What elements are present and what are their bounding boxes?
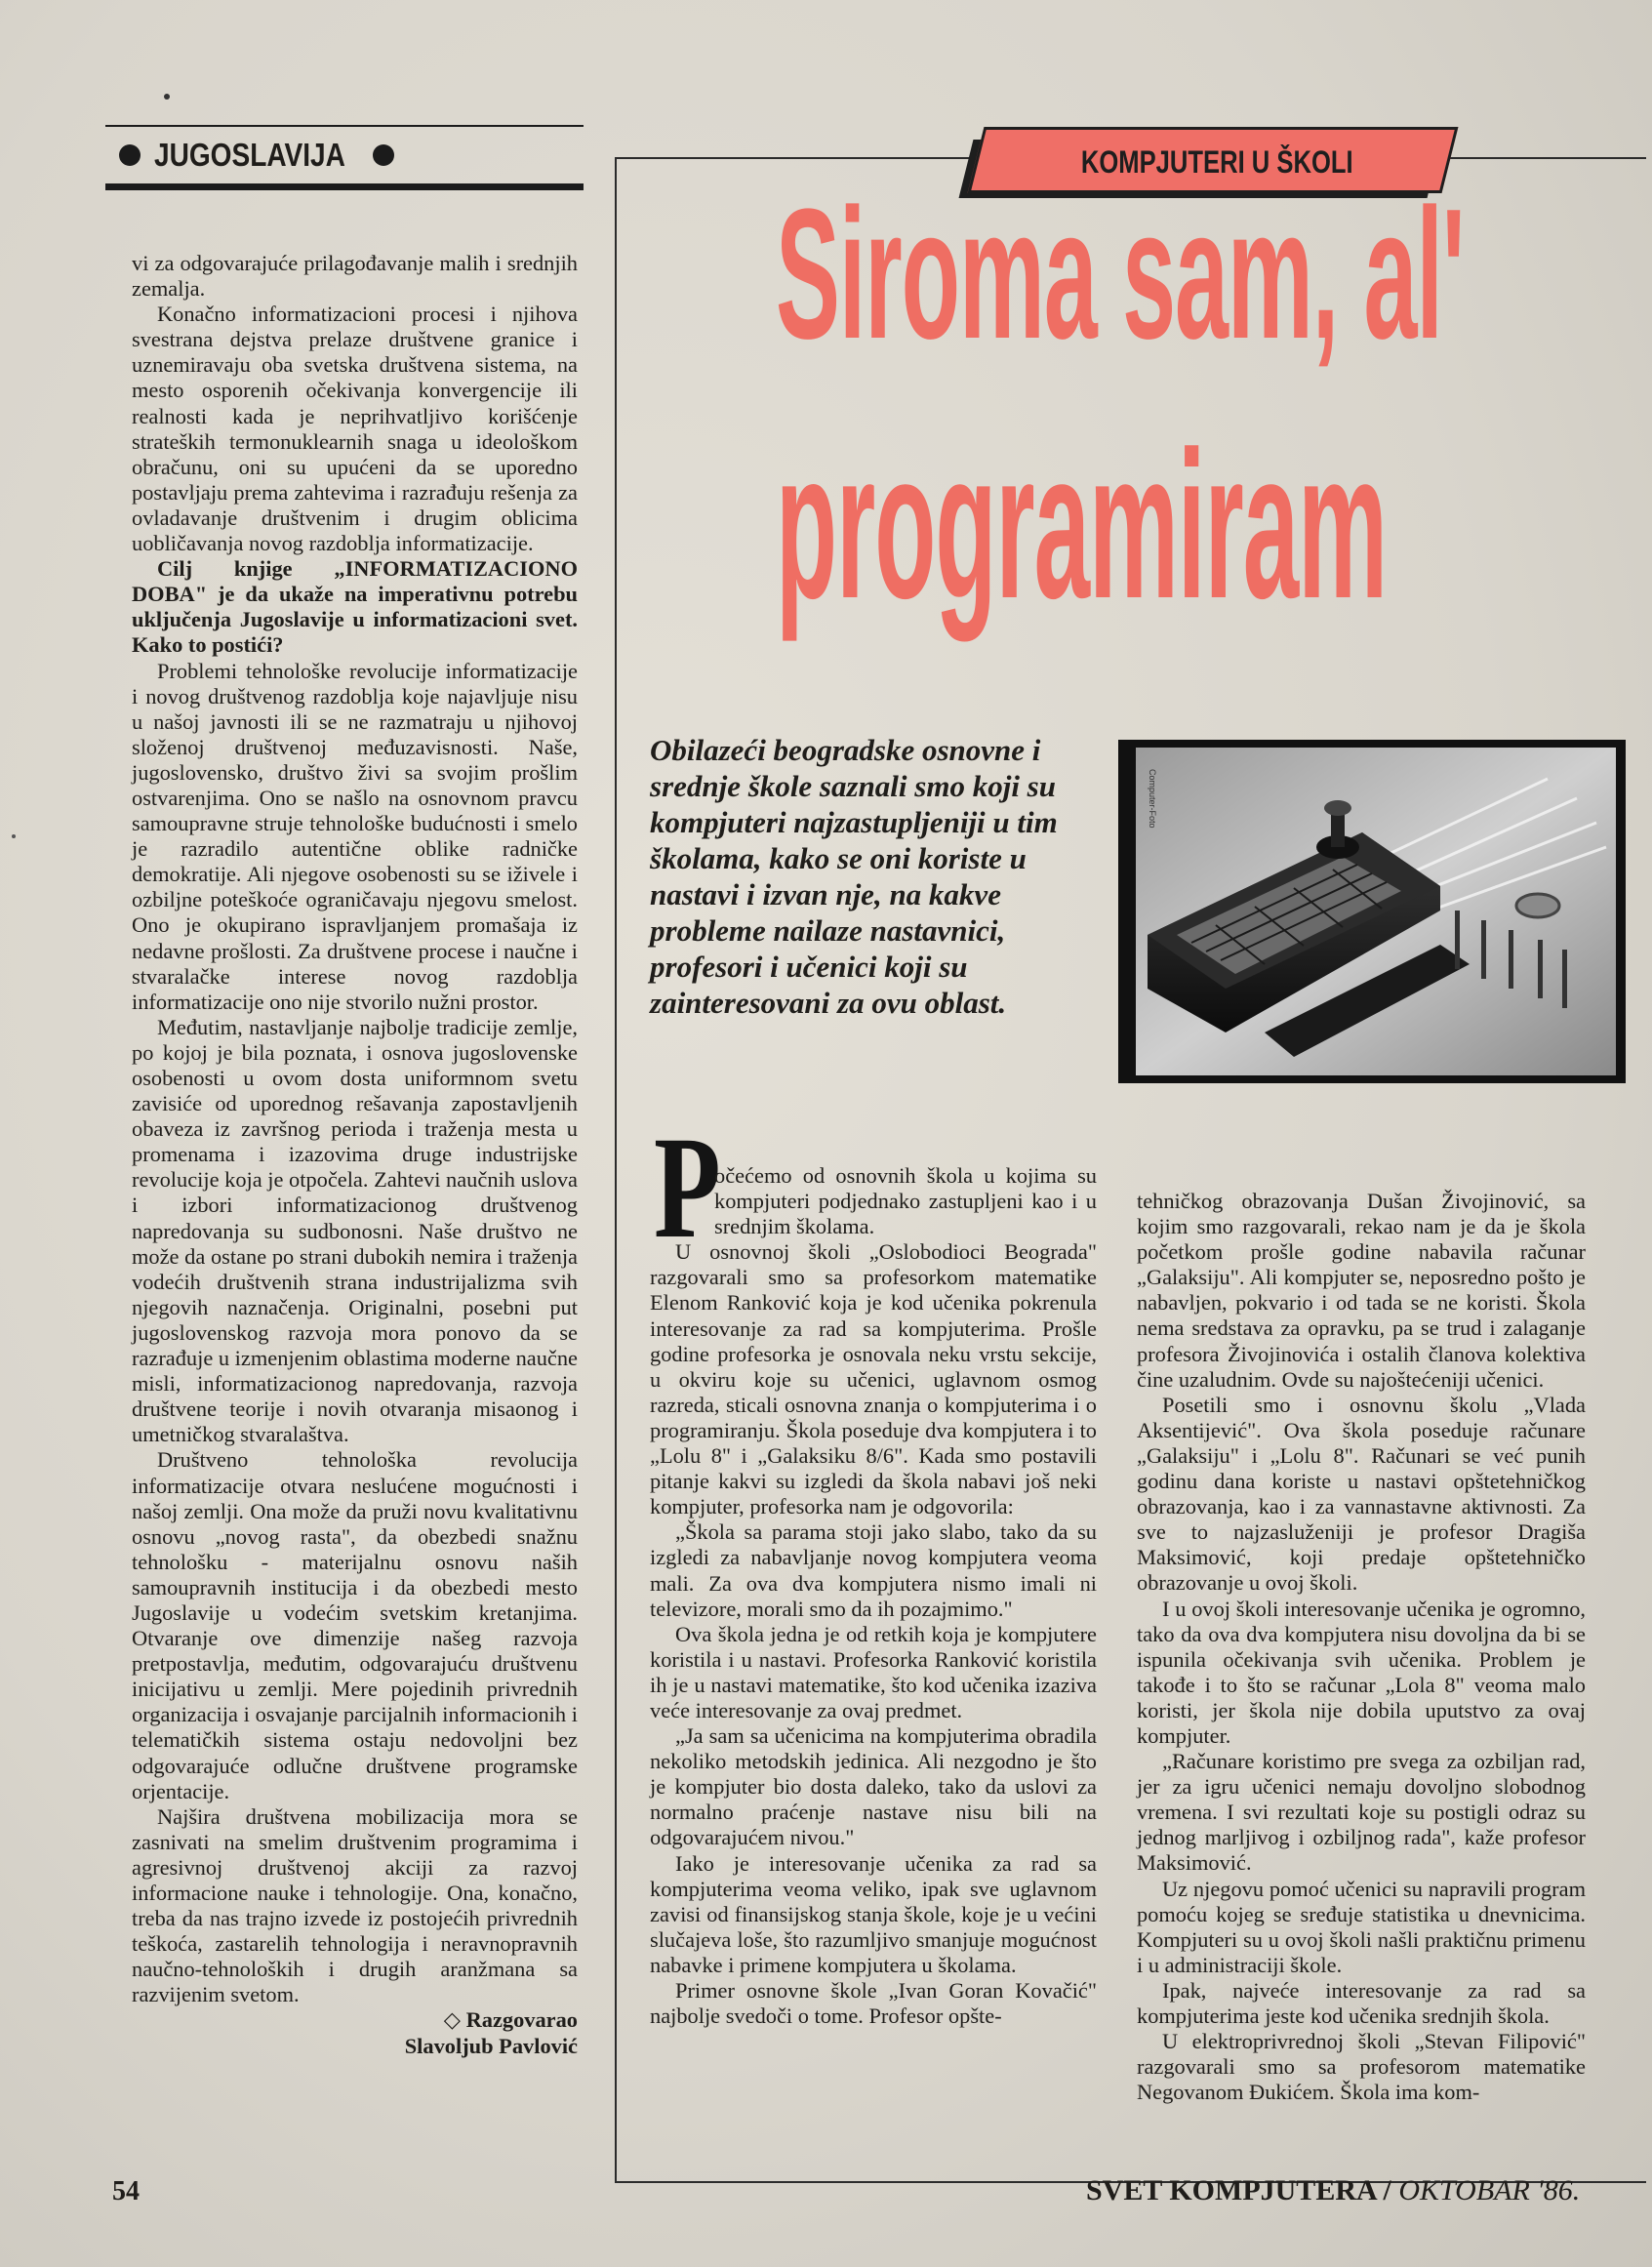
section-label: JUGOSLAVIJA: [154, 137, 345, 173]
article-column-1: [650, 1163, 1097, 2029]
paragraph: Društveno tehnološka revolucija informatizacije otvara neslućene mogućnosti i našoj zemlji. Ona može da pruži novu kvalitativnu osnovu „novog rasta", da obezbedi snažnu tehnološku - materijalnu osnovu naših samoupravnih institucija i da obezbedi mesto Jugoslavije u vodećim svetskim kretanjima. Otvaranje ove dimenzije našeg razvoja pretpostavlja, međutim, odgovarajuću društvenu inicijativu u zemlji. Mere pojedinih privrednih organizacija i osvajanje parcijalnih informacionih i telematičkih sistema ostaju nedovoljni bez odgovarajuće odlučne društvene programske orjentacije.: [132, 1447, 578, 1803]
paragraph: Problemi tehnološke revolucije informatizacije i novog društvenog razdoblja koje najavljuje nisu u našoj javnosti ili se ne razmatraju u njihovoj složenoj društvenoj međuzavisnosti. Naše, jugoslovensko, društvo živi sa svojim prošlim ostvarenjima. Ono se našlo na osnovnom pravcu samoupravne struje tehnološke budućnosti i smelo je razradilo autentične oblike radničke demokratije. Ali njegove osobenosti su se iživele i ozbiljne poteškoće ograničavaju njegovu smelost. Ono je okupirano ispravljanjem promašaja iz nedavne prošlosti. Za društvene procese i naučne i stvaralačke interese novog razdoblja informatizacije ono nije stvorilo nužni prostor.: [132, 658, 578, 1014]
author-name: Slavoljub Pavlović: [404, 2033, 578, 2058]
paragraph: Primer osnovne škole „Ivan Goran Kovačić" najbolje svedoči o tome. Profesor opšte-: [650, 1978, 1097, 2029]
page-number: 54: [112, 2176, 140, 2206]
paragraph: Konačno informatizacioni procesi i njihova svestrana dejstva prelaze društvene granice i uznemiravaju oba svetska društvena sistema, na mesto osporenih očekivanja konvergencije ili realnosti kada je neprihvatljivo korišćenje strateških termonuklearnih snaga u ideološkom obračunu, oni su upućeni da se uporedno postavljaju prema zahtevima i razrađuju rešenja za ovladavanje društvenim i drugim oblicima uobličavanja novog razdoblja informatizacije.: [132, 302, 578, 556]
lead-paragraph: [650, 732, 1108, 1021]
article-column-2: [1137, 1189, 1586, 2105]
computer-illustration: [1118, 740, 1626, 1083]
paragraph: I u ovoj školi interesovanje učenika je ogromno, tako da ova dva kompjutera nisu dovoljna da bi se ispunila očekivanja svih učenika. Problem je takođe i to što se računar „Lola 8" veoma malo koristi, jer škola nije dobila uputstvo za ovaj kompjuter.: [1137, 1596, 1586, 1748]
paragraph: Uz njegovu pomoć učenici su napravili program pomoću kojeg se sređuje statistika u dnevnicima. Kompjuteri su u ovoj školi našli praktičnu primenu i u administraciji škole.: [1137, 1876, 1586, 1977]
bullet-icon: [119, 144, 141, 166]
paragraph: Ova škola jedna je od retkih koja je kompjutere koristila i u nastavi. Profesorka Ranković koristila ih je u nastavi matematike, što kod učenika izaziva veće interesovanje za ovaj predmet.: [650, 1621, 1097, 1722]
paragraph: „Računare koristimo pre svega za ozbiljan rad, jer za igru učenici nemaju dovoljno slobodnog vremena. I svi rezultati koje su postigli odraz su jednog marljivog i ozbiljnog rada", kaže profesor Maksimović.: [1137, 1749, 1586, 1876]
section-header: [105, 125, 584, 190]
paragraph: Iako je interesovanje učenika za rad sa kompjuterima veoma veliko, ipak sve uglavnom zavisi od finansijskog stanja škole, koje je u većini slučajeva loše, što razumljivo smanjuje mogućnost nabavke i primene kompjutera u školama.: [650, 1850, 1097, 1977]
paragraph: Posetili smo i osnovnu školu „Vlada Aksentijević". Ova škola poseduje računare „Galaksiju" i „Lolu 8". Računari se već punih godinu dana koriste u nastavi opštetehničkog obrazovanja, kao i za vannastavne aktivnosti. Za sve to najzasluženiji je profesor Dragiša Maksimović, koji predaje opštetehničko obrazovanje u ovoj školi.: [1137, 1392, 1586, 1596]
paragraph: očećemo od osnovnih škola u kojima su kompjuteri podjednako zastupljeni kao i u srednjim školama.: [714, 1163, 1097, 1239]
signoff-line: ◇ Razgovarao: [443, 2007, 578, 2033]
paragraph: „Škola sa parama stoji jako slabo, tako da su izgledi za nabavljanje novog kompjutera veoma mali. Za ova dva kompjutera nismo imali ni televizore, morali smo da ih pozajmimo.": [650, 1519, 1097, 1621]
paragraph-bold: Cilj knjige „INFORMATIZACIONO DOBA" je da ukaže na imperativnu potrebu uključenja Jugoslavije u informatizacioni svet. Kako to postići?: [132, 556, 578, 658]
decorative-dot: [12, 834, 16, 838]
paragraph: Ipak, najveće interesovanje za rad sa kompjuterima jeste kod učenika srednjih škola.: [1137, 1977, 1586, 2028]
magazine-name: SVET KOMPJUTERA /: [1086, 2174, 1391, 2206]
paragraph: Najšira društvena mobilizacija mora se zasnivati na smelim društvenim programima i agresivnoj društvenoj akciji za razvoj informacione nauke i tehnologije. Ona, konačno, treba da nas trajno izvede iz postojećih privrednih teškoća, zastarelih tehnologija i neravnopravnih naučno-tehnoloških i drugih aranžmana sa razvijenim svetom.: [132, 1803, 578, 2007]
photo-credit: Computer-Foto: [1148, 769, 1157, 829]
computer-photo: [1118, 740, 1626, 1083]
paragraph: U osnovnoj školi „Oslobodioci Beograda" razgovarali smo sa profesorkom matematike Elenom Ranković koja je kod učenika pokrenula interesovanje za rad sa kompjuterima. Prošle godine profesorka je osnovala neku vrstu sekcije, u okviru koje su učenici, uglavnom osmog razreda, sticali osnovna znanja o kompjuterima i o programiranju. Škola poseduje dva kompjutera i to „Lolu 8" i „Galaksiku 8/6". Kada smo postavili pitanje kakvi su izgledi da škola nabavi još neki kompjuter, profesorka nam je odgovorila:: [650, 1239, 1097, 1519]
kicker-text: KOMPJUTERI U ŠKOLI: [1080, 143, 1353, 180]
paragraph: „Ja sam sa učenicima na kompjuterima obradila nekoliko metodskih jedinica. Ali nezgodno je što je kompjuter bio dosta daleko, tako da uslovi za normalno praćenje nastave nisu bili na odgovarajućem nivou.": [650, 1723, 1097, 1850]
decorative-dot: [164, 94, 170, 100]
paragraph: Međutim, nastavljanje najbolje tradicije zemlje, po kojoj je bila poznata, i osnova jugoslovenske osobenosti u ovom dosta uniformnom svetu zavisiće od uporednog rešavanja zapostavljenih obaveza iz završnog perioda i traženja mesta u promenama i izazovima druge industrijske revolucije koja je otpočela. Zahtevi naučnih uslova i izbori informatizacionog društvenog napredovanja su sudbonosni. Naše društvo ne može da ostane po strani dubokih nemira i traženja vodećih društvenih strana industrijalizma svih njegovih naznačenja. Originalni, posebni put jugoslovenskog razvoja mora ponovo da se razrađuje u izmenjenim oblastima moderne naučne misli, informatizacionog napredovanja, razvoja društvene teorije i novih otvaranja misaonog i umetničkog stvaralaštva.: [132, 1014, 578, 1447]
paragraph: vi za odgovarajuće prilagođavanje malih i srednjih zemalja.: [132, 251, 578, 302]
lead-text: Obilazeći beogradske osnovne i srednje škole saznali smo koji su kompjuteri najzastupljeniji u tim školama, kako se oni koriste u nastavi i izvan nje, na kakve probleme nailaze nastavnici, profesori i učenici koji su zainteresovani za ovu oblast.: [650, 733, 1058, 1020]
paragraph: tehničkog obrazovanja Dušan Živojinović, sa kojim smo razgovarali, rekao nam je da je škola početkom prošle godine nabavila računar „Galaksiju". Ali kompjuter se, neposredno pošto je nabavljen, pokvario i od tada se ne koristi. Škola nema sredstava za opravku, pa se trud i zalaganje profesora Živojinovića i ostalih članova kolektiva čine uzaludnim. Ovde su najoštećeniji učenici.: [1137, 1189, 1586, 1392]
headline-line-1: Siroma sam, al': [776, 171, 1465, 378]
bullet-icon: [373, 144, 394, 166]
issue-date: OKTOBAR '86.: [1398, 2174, 1581, 2206]
page-footer: [1086, 2174, 1580, 2207]
headline-line-2: programiram: [776, 407, 1388, 642]
paragraph: U elektroprivrednoj školi „Stevan Filipović" razgovarali smo sa profesorom matematike Negovanom Đukićem. Škola ima kom-: [1137, 2029, 1586, 2105]
left-column: [132, 251, 578, 2059]
drop-cap: P: [654, 1107, 721, 1269]
